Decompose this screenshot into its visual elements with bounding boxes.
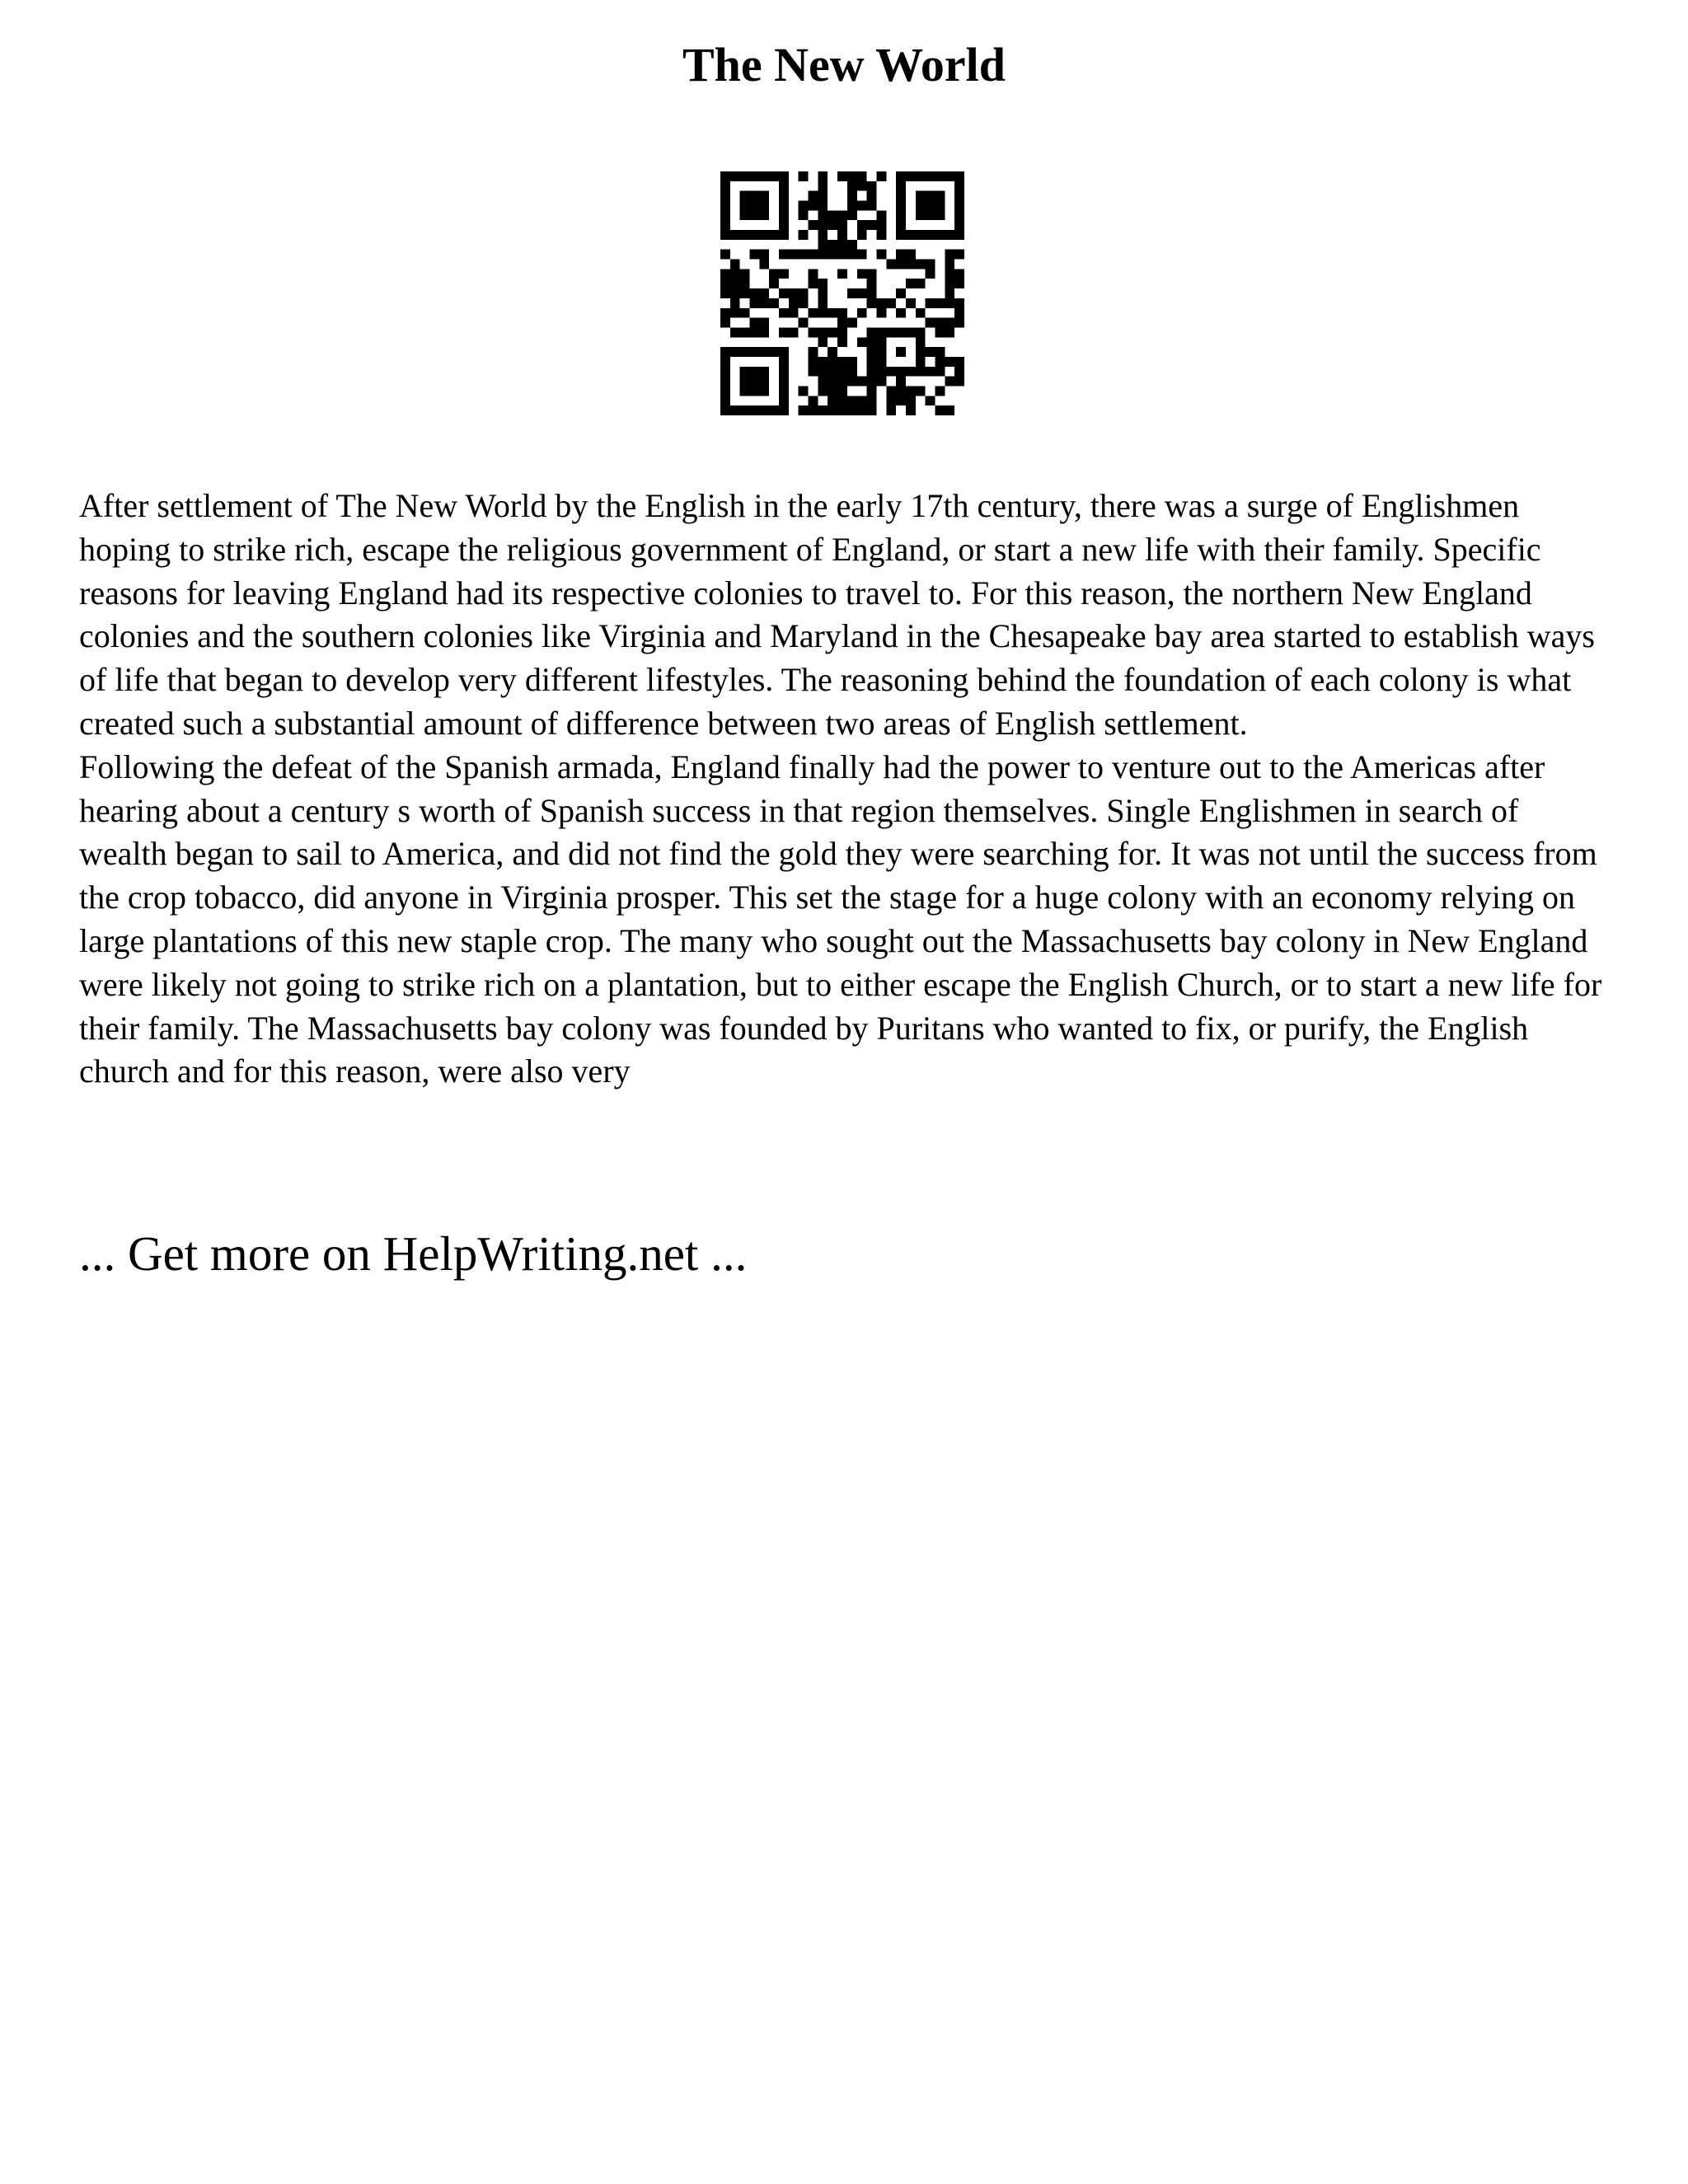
qr-code-icon bbox=[720, 171, 964, 415]
paragraph-1: After settlement of The New World by the English in the early 17th century, there was a surge of Englishmen hoping to strike rich, escape the religious government of England, or start a new life with their family. Specific reasons for leaving England had its respective colonies to travel to. For this reason, the northern New England colonies and the southern colonies like Virginia and Maryland in the Chesapeake bay area started to establish ways of life that began to develop very different lifestyles. The reasoning behind the foundation of each colony is what created such a substantial amount of difference between two areas of English settlement. bbox=[79, 487, 1595, 742]
paragraph-2: Following the defeat of the Spanish armada, England finally had the power to venture out to the Americas after hearing about a century s worth of Spanish success in that region themselves. Single Englishmen in search of wealth began to sail to America, and did not find the gold they were searching for. It was not until the success from the crop tobacco, did anyone in Virginia prosper. This set the stage for a huge colony with an economy relying on large plantations of this new staple crop. The many who sought out the Massachusetts bay colony in New England were likely not going to strike rich on a plantation, but to either escape the English Church, or to start a new life for their family. The Massachusetts bay colony was founded by Puritans who wanted to fix, or purify, the English church and for this reason, were also very bbox=[79, 748, 1602, 1090]
document-title: The New World bbox=[682, 38, 1006, 91]
body-text bbox=[79, 485, 1612, 1094]
get-more-link[interactable]: ... Get more on HelpWriting.net ... bbox=[79, 1226, 748, 1281]
